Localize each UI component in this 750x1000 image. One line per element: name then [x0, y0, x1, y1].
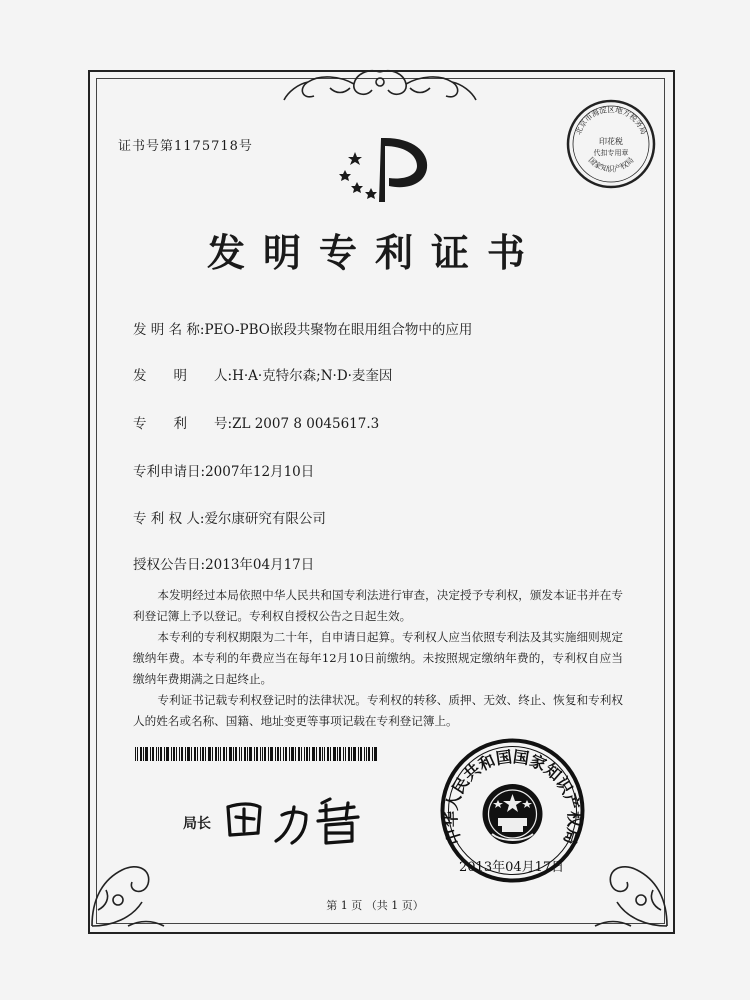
- barcode-bar: [197, 747, 198, 761]
- barcode-bar: [333, 747, 336, 761]
- bottom-right-ornament: [591, 840, 671, 930]
- barcode-bar: [298, 747, 300, 761]
- certificate-title: 发明专利证书: [206, 230, 543, 275]
- barcode-bar: [372, 747, 373, 761]
- barcode-bar: [268, 747, 269, 761]
- filing-date-value: 2007年12月10日: [205, 464, 315, 480]
- barcode-bar: [324, 747, 325, 761]
- barcode-bar: [360, 747, 362, 761]
- grant-date-value: 2013年04月17日: [205, 557, 315, 573]
- barcode-bar: [173, 747, 175, 761]
- patent-number-value: ZL 2007 8 0045617.3: [232, 416, 380, 432]
- barcode-bar: [348, 747, 350, 761]
- barcode-bar: [289, 747, 290, 761]
- barcode-bar: [343, 747, 344, 761]
- bottom-left-ornament: [88, 840, 168, 930]
- barcode-bar: [241, 747, 242, 761]
- barcode-bar: [327, 747, 329, 761]
- filing-date-label: 专利申请日:: [133, 464, 206, 480]
- barcode-bar: [137, 747, 138, 761]
- barcode-bar: [135, 747, 136, 761]
- barcode-bar: [306, 747, 308, 761]
- barcode-bar: [208, 747, 211, 761]
- patent-number-label: 专 利 号:: [133, 416, 233, 432]
- body-paragraph: 专利证书记载专利权登记时的法律状况。专利权的转移、质押、无效、终止、恢复和专利权人的姓名或名称、国籍、地址变更等事项记载在专利登记簿上。: [133, 693, 623, 728]
- grant-date-field: [133, 553, 314, 573]
- barcode-bar: [247, 747, 248, 761]
- barcode-bar: [358, 747, 359, 761]
- barcode: [135, 747, 377, 761]
- barcode-bar: [200, 747, 201, 761]
- barcode-bar: [374, 747, 377, 761]
- barcode-bar: [171, 747, 172, 761]
- barcode-bar: [301, 747, 302, 761]
- filing-date-field: [133, 460, 314, 480]
- barcode-bar: [260, 747, 261, 761]
- barcode-bar: [322, 747, 323, 761]
- barcode-bar: [212, 747, 213, 761]
- tax-seal-ring-text-bottom: 国家知识产权局: [586, 155, 636, 174]
- barcode-bar: [166, 747, 169, 761]
- barcode-bar: [291, 747, 294, 761]
- state-seal-ring-text: 中华人民共和国国家知识产权局: [441, 747, 584, 847]
- certificate-number: 证书号第1175718号: [118, 139, 253, 154]
- body-paragraph: 本专利的专利权期限为二十年，自申请日起算。专利权人应当依照专利法及其实施细则规定缴纳年费。本专利的年费应当在每年12月10日前缴纳。未按照规定缴纳年费的，专利权自应当缴纳年费期满之日起终止。: [133, 630, 623, 686]
- barcode-bar: [366, 747, 367, 761]
- barcode-bar: [345, 747, 346, 761]
- barcode-bar: [264, 747, 266, 761]
- barcode-bar: [295, 747, 296, 761]
- barcode-bar: [283, 747, 284, 761]
- patentee-value: 爱尔康研究有限公司: [204, 511, 326, 527]
- barcode-bar: [239, 747, 240, 761]
- body-paragraph: 本发明经过本局依照中华人民共和国专利法进行审查，决定授予专利权，颁发本证书并在专利登记簿上予以登记。专利权自授权公告之日起生效。: [133, 588, 623, 623]
- patent-number-field: [133, 412, 379, 432]
- barcode-bar: [277, 747, 279, 761]
- barcode-bar: [205, 747, 206, 761]
- barcode-bar: [235, 747, 237, 761]
- barcode-bar: [187, 747, 190, 761]
- barcode-bar: [160, 747, 162, 761]
- barcode-bar: [229, 747, 232, 761]
- barcode-bar: [256, 747, 258, 761]
- barcode-bar: [319, 747, 321, 761]
- barcode-bar: [179, 747, 180, 761]
- svg-text:国家知识产权局: [587, 155, 636, 173]
- director-signature: [222, 793, 367, 848]
- barcode-bar: [152, 747, 154, 761]
- page-number: 第 1 页 （共 1 页）: [326, 899, 424, 912]
- barcode-bar: [339, 747, 341, 761]
- barcode-bar: [312, 747, 315, 761]
- tax-seal-ring-text: 北京市海淀区地方税务局: [573, 105, 649, 136]
- seal-date: 2013年04月17日: [459, 860, 565, 875]
- barcode-bar: [249, 747, 252, 761]
- top-ornament: [280, 66, 480, 108]
- barcode-bar: [145, 747, 148, 761]
- barcode-bar: [158, 747, 159, 761]
- barcode-bar: [176, 747, 177, 761]
- barcode-bar: [150, 747, 151, 761]
- barcode-bar: [244, 747, 246, 761]
- barcode-bar: [337, 747, 338, 761]
- invention-name-label: 发 明 名 称:: [133, 322, 205, 338]
- patentee-label: 专 利 权 人:: [133, 511, 205, 527]
- barcode-bar: [220, 747, 221, 761]
- barcode-bar: [181, 747, 183, 761]
- barcode-bar: [223, 747, 225, 761]
- barcode-bar: [353, 747, 356, 761]
- barcode-bar: [254, 747, 255, 761]
- tax-seal-center-line2: 代扣专用章: [593, 149, 629, 157]
- stamp-duty-seal: [565, 98, 657, 190]
- national-emblem-icon: [483, 784, 543, 844]
- barcode-bar: [226, 747, 227, 761]
- barcode-bar: [156, 747, 157, 761]
- barcode-bar: [285, 747, 287, 761]
- barcode-bar: [164, 747, 165, 761]
- barcode-bar: [194, 747, 196, 761]
- inventor-label: 发 明 人:: [133, 368, 233, 384]
- barcode-bar: [330, 747, 331, 761]
- barcode-bar: [185, 747, 186, 761]
- invention-name-value: PEO-PBO嵌段共聚物在眼用组合物中的应用: [204, 322, 473, 338]
- patentee-field: [133, 507, 326, 527]
- barcode-bar: [368, 747, 370, 761]
- grant-date-label: 授权公告日:: [133, 557, 206, 573]
- barcode-bar: [275, 747, 276, 761]
- barcode-bar: [316, 747, 317, 761]
- inventor-field: [133, 364, 392, 384]
- certificate-body: [133, 585, 623, 732]
- barcode-bar: [262, 747, 263, 761]
- director-label: 局长: [183, 816, 211, 832]
- barcode-bar: [215, 747, 217, 761]
- barcode-bar: [280, 747, 281, 761]
- barcode-bar: [140, 747, 142, 761]
- tax-seal-center-line1: 印花税: [599, 137, 623, 146]
- barcode-bar: [233, 747, 234, 761]
- barcode-bar: [351, 747, 352, 761]
- barcode-bar: [309, 747, 310, 761]
- barcode-bar: [304, 747, 305, 761]
- barcode-bar: [143, 747, 144, 761]
- barcode-bar: [218, 747, 219, 761]
- invention-name-field: [133, 318, 472, 338]
- patent-office-emblem: [333, 130, 433, 210]
- barcode-bar: [270, 747, 273, 761]
- barcode-bar: [364, 747, 365, 761]
- barcode-bar: [202, 747, 204, 761]
- barcode-bar: [191, 747, 192, 761]
- inventor-value: H·A·克特尔森;N·D·麦奎因: [232, 368, 393, 384]
